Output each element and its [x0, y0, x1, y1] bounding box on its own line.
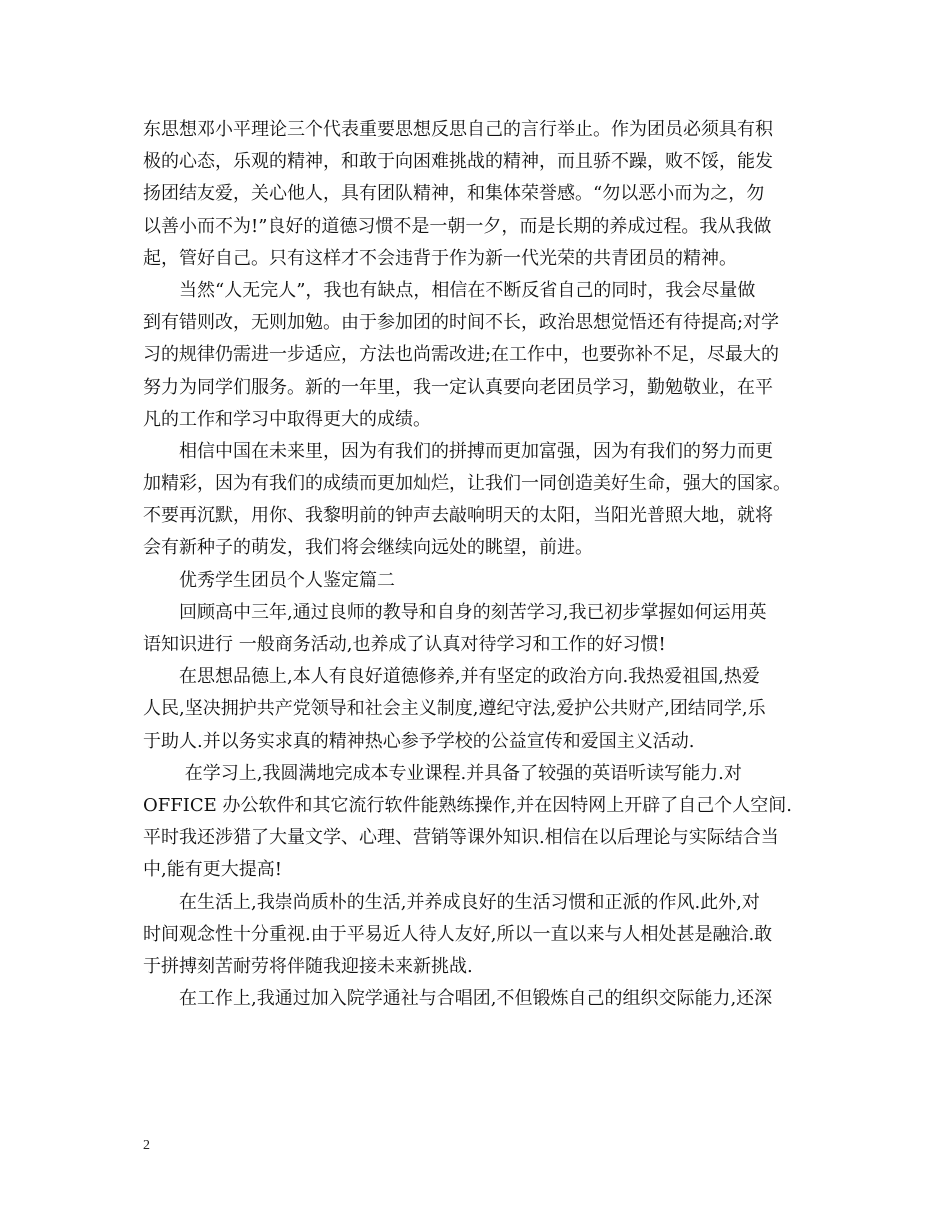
- text-line: 平时我还涉猎了大量文学、心理、营销等课外知识.相信在以后理论与实际结合当: [143, 827, 779, 849]
- text-line: 努力为同学们服务。新的一年里，我一定认真要向老团员学习，勤勉敬业，在平: [143, 376, 773, 398]
- text-line: 习的规律仍需进一步适应，方法也尚需改进;在工作中，也要弥补不足，尽最大的: [143, 344, 780, 366]
- text-line: 时间观念性十分重视.由于平易近人待人友好,所以一直以来与人相处甚是融洽.敢: [143, 923, 773, 945]
- text-line: 不要再沉默，用你、我黎明前的钟声去敲响明天的太阳，当阳光普照大地，就将: [143, 505, 773, 527]
- text-line: 优秀学生团员个人鉴定篇二: [143, 569, 395, 591]
- text-line: 回顾高中三年,通过良师的教导和自身的刻苦学习,我已初步掌握如何运用英: [143, 601, 767, 623]
- text-line: 会有新种子的萌发，我们将会继续向远处的眺望，前进。: [143, 537, 593, 559]
- text-line: 相信中国在未来里，因为有我们的拼搏而更加富强，因为有我们的努力而更: [143, 440, 773, 462]
- text-line: 在思想品德上,本人有良好道德修养,并有坚定的政治方向.我热爱祖国,热爱: [143, 666, 760, 688]
- text-line: 在学习上,我圆满地完成本专业课程.并具备了较强的英语听读写能力.对: [143, 762, 742, 784]
- text-line: 极的心态，乐观的精神，和敢于向困难挑战的精神，而且骄不躁，败不馁，能发: [143, 151, 773, 173]
- text-line: 起，管好自己。只有这样才不会违背于作为新一代光荣的共青团员的精神。: [143, 247, 737, 269]
- text-line: 于助人.并以务实求真的精神热心参予学校的公益宣传和爱国主义活动.: [143, 730, 695, 752]
- text-line: 在生活上,我崇尚质朴的生活,并养成良好的生活习惯和正派的作风.此外,对: [143, 891, 760, 913]
- body-text: [143, 114, 807, 1015]
- text-line: 以善小而不为!”良好的道德习惯不是一朝一夕，而是长期的养成过程。我从我做: [143, 215, 772, 237]
- text-line: OFFICE 办公软件和其它流行软件能熟练操作,并在因特网上开辟了自己个人空间.: [143, 794, 792, 816]
- text-line: 东思想邓小平理论三个代表重要思想反思自己的言行举止。作为团员必须具有积: [143, 119, 773, 140]
- text-line: 于拼搏刻苦耐劳将伴随我迎接未来新挑战.: [143, 955, 473, 977]
- text-line: 人民,坚决拥护共产党领导和社会主义制度,遵纪守法,爱护公共财产,团结同学,乐: [143, 698, 766, 720]
- text-line: 加精彩，因为有我们的成绩而更加灿烂，让我们一同创造美好生命，强大的国家。: [143, 473, 791, 495]
- text-line: 凡的工作和学习中取得更大的成绩。: [143, 408, 431, 430]
- text-line: 到有错则改，无则加勉。由于参加团的时间不长，政治思想觉悟还有待提高;对学: [143, 312, 780, 334]
- page-number: 2: [143, 1138, 150, 1153]
- text-line: 语知识进行 一般商务活动,也养成了认真对待学习和工作的好习惯!: [143, 634, 666, 655]
- text-line: 当然“人无完人”，我也有缺点，相信在不断反省自己的同时，我会尽量做: [143, 279, 756, 301]
- text-line: 中,能有更大提高!: [143, 859, 282, 881]
- text-line: 在工作上,我通过加入院学通社与合唱团,不但锻炼自己的组织交际能力,还深: [143, 988, 773, 1010]
- text-line: 扬团结友爱，关心他人，具有团队精神，和集体荣誉感。“勿以恶小而为之，勿: [143, 183, 765, 205]
